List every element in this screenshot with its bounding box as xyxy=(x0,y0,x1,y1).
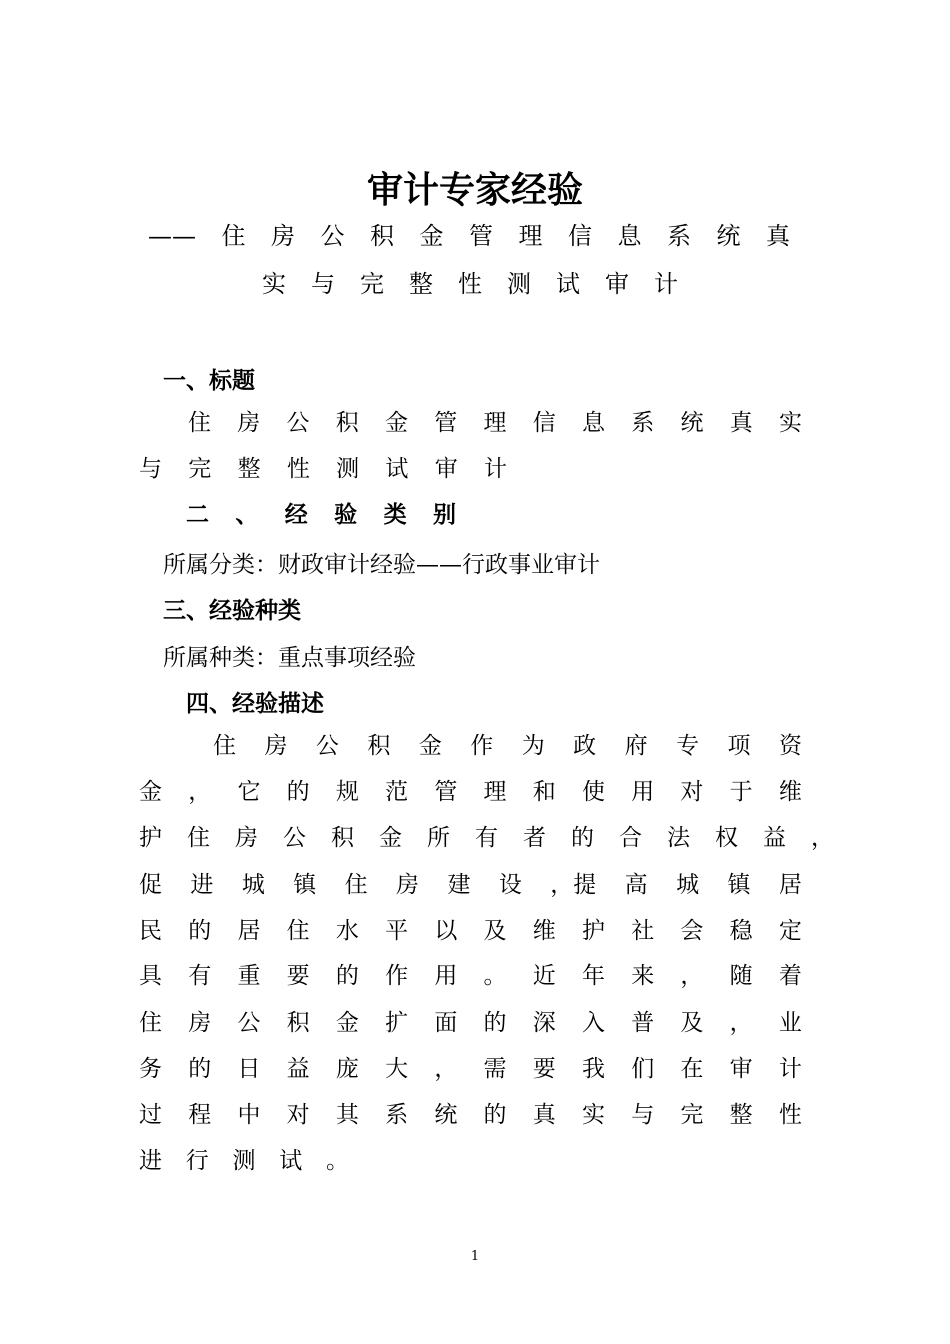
text-token: 以 xyxy=(434,918,458,944)
text-token: 性 xyxy=(458,270,482,298)
text-token: 公 xyxy=(286,410,310,436)
text-token: 高 xyxy=(624,872,648,898)
text-token: 的 xyxy=(571,825,594,851)
text-token: 民 xyxy=(139,918,162,944)
text-token: 房 xyxy=(271,222,295,250)
text-token: 经 xyxy=(284,502,308,528)
text-token: ， xyxy=(729,1010,753,1036)
text-token: 的 xyxy=(335,963,359,989)
text-token: 真 xyxy=(729,410,753,436)
text-token: 稳 xyxy=(729,918,753,944)
text-token: 房 xyxy=(237,410,261,436)
section-1-heading: 一、标题 xyxy=(163,368,255,394)
text-token: 建 xyxy=(447,872,471,898)
text-token: 计 xyxy=(778,1056,802,1082)
text-token: 性 xyxy=(778,1102,802,1128)
text-token: 完 xyxy=(188,456,212,482)
text-token: 近 xyxy=(532,963,556,989)
text-token: 府 xyxy=(624,733,648,759)
text-token: 金 xyxy=(379,825,402,851)
text-token: 公 xyxy=(320,222,345,250)
text-token: 规 xyxy=(335,779,359,805)
text-token: 要 xyxy=(532,1056,556,1082)
text-token: 普 xyxy=(631,1010,655,1036)
text-token: 金 xyxy=(419,222,444,250)
document-title: 审计专家经验 xyxy=(366,169,583,211)
text-token: 有 xyxy=(188,963,212,989)
section-4-line xyxy=(139,920,802,943)
text-token: 信 xyxy=(568,222,592,250)
text-token: ， xyxy=(434,1056,458,1082)
section-4-line xyxy=(139,874,802,897)
text-token: 测 xyxy=(507,270,531,298)
text-token: 居 xyxy=(237,918,261,944)
text-token: 务 xyxy=(139,1056,162,1082)
subtitle-line-1 xyxy=(148,224,790,248)
text-token: 需 xyxy=(483,1056,507,1082)
text-token: 扩 xyxy=(385,1010,409,1036)
text-token: 促 xyxy=(139,872,162,898)
text-token: 过 xyxy=(139,1102,162,1128)
section-4-line xyxy=(139,781,802,804)
text-token: 管 xyxy=(434,410,458,436)
section-2-text: 所属分类：财政审计经验——行政事业审计 xyxy=(163,552,600,578)
text-token: 统 xyxy=(680,410,704,436)
text-token: 平 xyxy=(385,918,409,944)
text-token: 房 xyxy=(264,733,288,759)
text-token: 试 xyxy=(556,270,580,298)
text-token: 系 xyxy=(631,410,655,436)
text-token: 测 xyxy=(232,1148,256,1174)
section-4-line xyxy=(139,1104,802,1127)
text-token: 完 xyxy=(360,270,384,298)
text-token: 的 xyxy=(483,1102,507,1128)
text-token: 完 xyxy=(680,1102,704,1128)
text-token: 整 xyxy=(237,456,261,482)
text-token: 庞 xyxy=(335,1056,359,1082)
text-token: 公 xyxy=(283,825,306,851)
text-token: 测 xyxy=(336,456,360,482)
text-token: 年 xyxy=(581,963,605,989)
text-token: 与 xyxy=(311,270,335,298)
text-token: 定 xyxy=(778,918,802,944)
text-token: 审 xyxy=(434,456,458,482)
section-1-line-1 xyxy=(188,412,802,435)
text-token: 试 xyxy=(279,1148,303,1174)
text-token: 金 xyxy=(385,410,408,436)
text-token: 我 xyxy=(581,1056,605,1082)
text-token: 面 xyxy=(434,1010,458,1036)
text-token: 居 xyxy=(778,872,802,898)
text-token: 系 xyxy=(385,1102,409,1128)
text-token: 理 xyxy=(483,779,507,805)
text-token: 对 xyxy=(286,1102,310,1128)
section-4-line xyxy=(139,965,802,988)
text-token: 息 xyxy=(617,222,642,250)
text-token: 程 xyxy=(188,1102,212,1128)
text-token: 用 xyxy=(631,779,655,805)
text-token: 实 xyxy=(779,410,802,436)
text-token: 其 xyxy=(335,1102,359,1128)
text-token: ， xyxy=(188,779,212,805)
text-token: 与 xyxy=(631,1102,655,1128)
text-token: 的 xyxy=(188,1056,212,1082)
text-token: 房 xyxy=(188,1010,212,1036)
text-token: 对 xyxy=(680,779,704,805)
text-token: 公 xyxy=(315,733,339,759)
text-token: 业 xyxy=(778,1010,802,1036)
text-token: 合 xyxy=(619,825,642,851)
text-token: 整 xyxy=(729,1102,753,1128)
text-token: 专 xyxy=(676,733,700,759)
text-token: 它 xyxy=(237,779,261,805)
text-token: 息 xyxy=(582,410,605,436)
text-token: 统 xyxy=(716,222,741,250)
text-token: 积 xyxy=(286,1010,310,1036)
text-token: 社 xyxy=(631,918,655,944)
text-token: 与 xyxy=(139,456,162,482)
text-token: 积 xyxy=(367,733,391,759)
text-token: 重 xyxy=(237,963,261,989)
text-token: 维 xyxy=(778,779,802,805)
text-token: 审 xyxy=(729,1056,753,1082)
text-token: 理 xyxy=(483,410,507,436)
text-token: 。 xyxy=(326,1148,349,1174)
text-token: 住 xyxy=(286,918,310,944)
text-token: 们 xyxy=(631,1056,655,1082)
text-token: 于 xyxy=(729,779,753,805)
text-token: 权 xyxy=(715,825,738,851)
text-token: 镇 xyxy=(727,872,751,898)
section-4-line xyxy=(139,827,834,850)
text-token: 管 xyxy=(434,779,458,805)
text-token: 随 xyxy=(729,963,753,989)
text-token: 法 xyxy=(667,825,690,851)
text-token: 护 xyxy=(139,825,162,851)
text-token: 住 xyxy=(139,1010,162,1036)
text-token: 进 xyxy=(190,872,214,898)
text-token: 大 xyxy=(385,1056,409,1082)
text-token: 项 xyxy=(727,733,751,759)
text-token: 政 xyxy=(573,733,597,759)
text-token: 真 xyxy=(532,1102,556,1128)
text-token: 验 xyxy=(334,502,358,528)
text-token: 城 xyxy=(676,872,700,898)
text-token: 的 xyxy=(188,918,212,944)
text-token: 来 xyxy=(631,963,655,989)
text-token: 进 xyxy=(139,1148,162,1174)
text-token: 及 xyxy=(483,918,507,944)
text-token: 的 xyxy=(286,779,310,805)
text-token: 作 xyxy=(470,733,494,759)
text-token: 住 xyxy=(187,825,210,851)
text-token: 护 xyxy=(581,918,605,944)
text-token: 、 xyxy=(235,502,259,528)
text-token: 有 xyxy=(475,825,498,851)
section-4-line xyxy=(139,1150,349,1173)
text-token: 别 xyxy=(432,502,456,528)
text-token: 水 xyxy=(335,918,359,944)
text-token: 计 xyxy=(654,270,678,298)
text-token: 真 xyxy=(766,222,790,250)
text-token: 具 xyxy=(139,963,162,989)
text-token: 住 xyxy=(213,733,236,759)
section-1-line-2 xyxy=(139,458,507,481)
text-token: 深 xyxy=(532,1010,556,1036)
text-token: 理 xyxy=(518,222,543,250)
text-token: 和 xyxy=(532,779,556,805)
text-token: 实 xyxy=(581,1102,605,1128)
text-token: 积 xyxy=(331,825,354,851)
text-token: 金 xyxy=(418,733,442,759)
text-token: 日 xyxy=(237,1056,261,1082)
text-token: 统 xyxy=(434,1102,458,1128)
text-token: 试 xyxy=(385,456,409,482)
text-token: ， xyxy=(680,963,704,989)
section-4-line xyxy=(213,735,802,758)
text-token: 使 xyxy=(581,779,605,805)
text-token: 住 xyxy=(344,872,368,898)
text-token: 积 xyxy=(370,222,394,250)
text-token: 及 xyxy=(680,1010,704,1036)
text-token: 要 xyxy=(286,963,310,989)
text-token: 设 xyxy=(498,872,522,898)
text-token: 公 xyxy=(237,1010,261,1036)
text-token: 金 xyxy=(139,779,162,805)
text-token: 所 xyxy=(427,825,450,851)
text-token: 益 xyxy=(286,1056,310,1082)
text-token: 会 xyxy=(680,918,704,944)
text-token: 整 xyxy=(409,270,433,298)
text-token: 审 xyxy=(605,270,629,298)
section-2-heading xyxy=(186,504,456,527)
text-token: 房 xyxy=(235,825,258,851)
text-token: 的 xyxy=(483,1010,507,1036)
section-4-heading: 四、经验描述 xyxy=(186,691,324,717)
text-token: 用 xyxy=(434,963,458,989)
text-token: 房 xyxy=(396,872,420,898)
text-token: 维 xyxy=(532,918,556,944)
page-number: 1 xyxy=(470,1249,480,1264)
section-4-line xyxy=(139,1012,802,1035)
text-token: 计 xyxy=(483,456,507,482)
text-token: 中 xyxy=(237,1102,261,1128)
text-token: 类 xyxy=(383,502,407,528)
text-token: 积 xyxy=(335,410,359,436)
text-token: 作 xyxy=(385,963,409,989)
text-token: 城 xyxy=(241,872,265,898)
text-token: 为 xyxy=(521,733,545,759)
text-token: 在 xyxy=(680,1056,704,1082)
subtitle-line-2 xyxy=(262,272,678,296)
text-token: —— xyxy=(148,222,196,250)
text-token: 者 xyxy=(523,825,546,851)
text-token: 性 xyxy=(286,456,310,482)
text-token: 二 xyxy=(186,502,209,528)
text-token: 行 xyxy=(185,1148,209,1174)
text-token: 入 xyxy=(581,1010,605,1036)
section-3-text: 所属种类：重点事项经验 xyxy=(163,645,416,671)
text-token: 镇 xyxy=(293,872,317,898)
text-token: ，提 xyxy=(550,872,597,898)
text-token: 资 xyxy=(778,733,802,759)
text-token: 金 xyxy=(335,1010,359,1036)
text-token: 系 xyxy=(667,222,691,250)
text-token: 管 xyxy=(469,222,493,250)
section-4-line xyxy=(139,1058,802,1081)
text-token: 住 xyxy=(221,222,246,250)
text-token: 着 xyxy=(778,963,802,989)
text-token: 信 xyxy=(532,410,556,436)
text-token: 益 xyxy=(763,825,786,851)
text-token: ， xyxy=(811,825,834,851)
section-3-heading: 三、经验种类 xyxy=(163,598,301,624)
text-token: 。 xyxy=(483,963,507,989)
text-token: 住 xyxy=(188,410,211,436)
text-token: 实 xyxy=(262,270,286,298)
text-token: 范 xyxy=(385,779,409,805)
